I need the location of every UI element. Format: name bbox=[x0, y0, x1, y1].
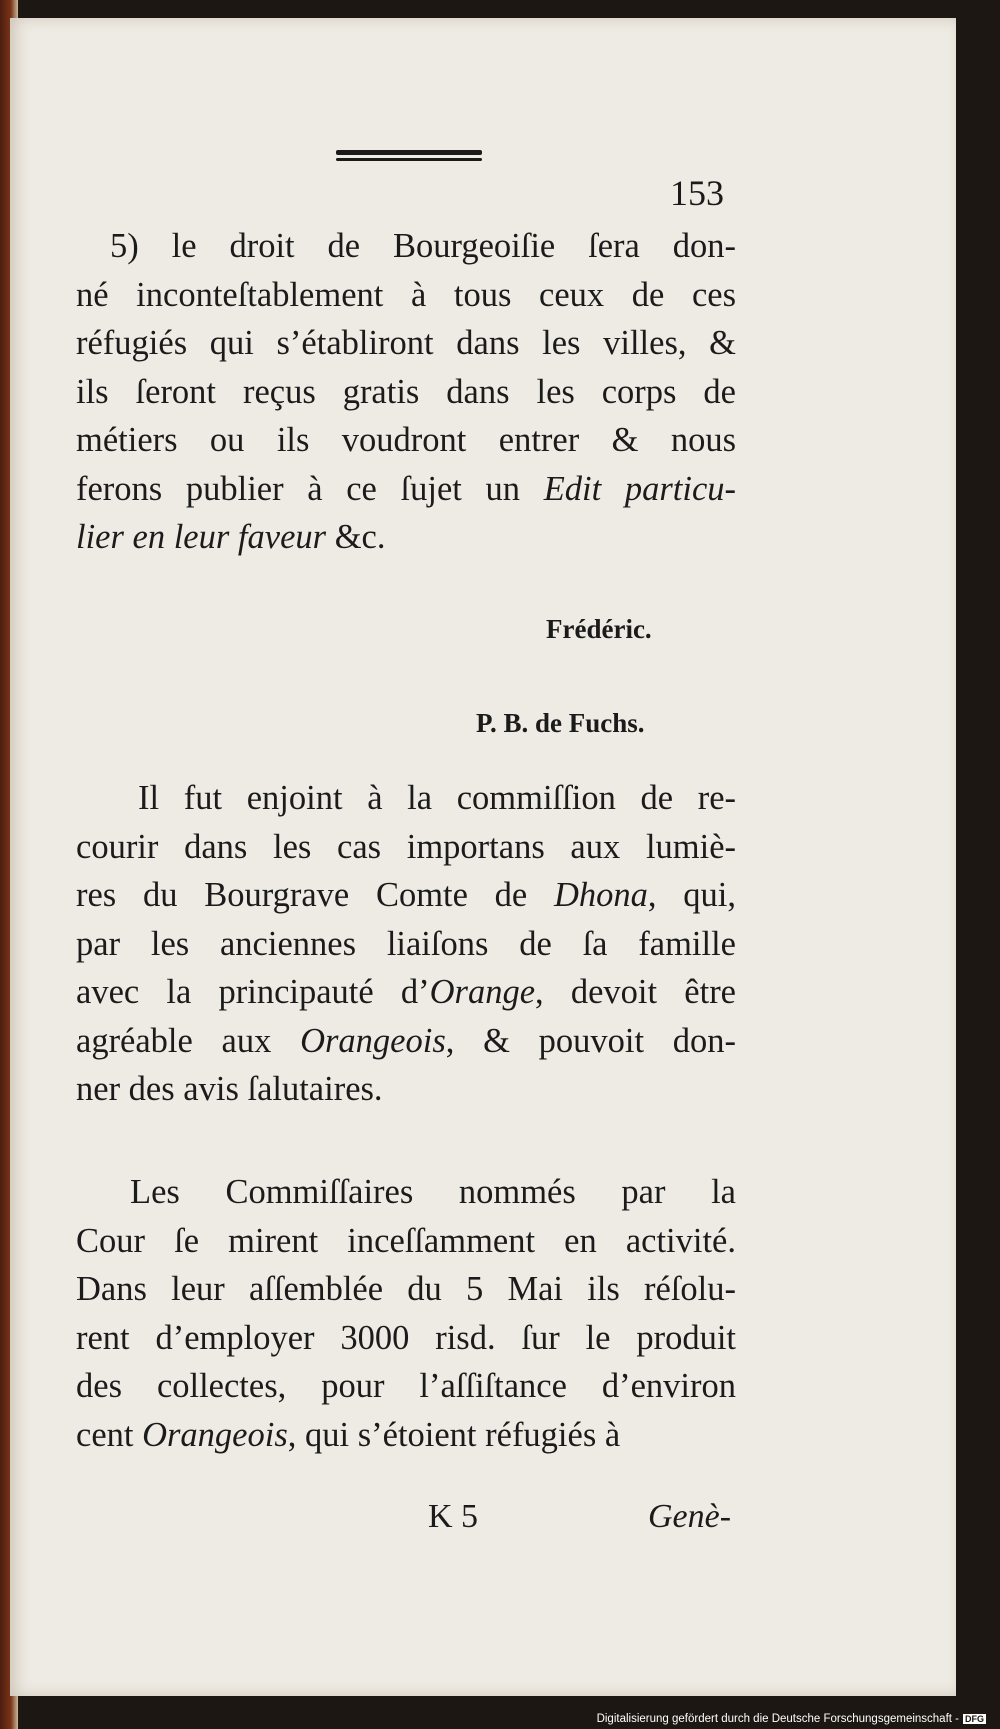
text-line: né inconteſtablement à tous ceux de ces bbox=[76, 275, 736, 314]
text-line: 5) le droit de Bourgeoiſie ſera don- bbox=[110, 227, 736, 265]
text-line: Dans leur aſſemblée du 5 Mai ils réſolu- bbox=[76, 1270, 736, 1308]
text-line: réfugiés qui s’établiront dans les villes, & bbox=[76, 324, 736, 362]
text-line: rent d’employer 3000 risd. ſur le produit bbox=[76, 1318, 736, 1357]
text-line: ferons publier à ce ſujet un Edit particu- bbox=[76, 469, 736, 508]
credit-text: Digitalisierung gefördert durch die Deutsche Forschungsgemeinschaft - bbox=[596, 1713, 959, 1725]
text-line: Cour ſe mirent inceſſamment en activité. bbox=[76, 1221, 736, 1260]
text-line: métiers ou ils voudront entrer & nous bbox=[76, 421, 736, 459]
catchword: Genè- bbox=[648, 1498, 732, 1535]
text-line: Il fut enjoint à la commiſſion de re- bbox=[138, 779, 736, 817]
signature-frederic: Frédéric. bbox=[546, 614, 652, 644]
header-rule bbox=[336, 150, 482, 170]
text-line: par les anciennes liaiſons de ſa famille bbox=[76, 924, 736, 963]
text-line: courir dans les cas importans aux lumiè- bbox=[76, 827, 736, 866]
page-number: 153 bbox=[670, 173, 724, 213]
book-page bbox=[10, 18, 956, 1696]
digitization-credit bbox=[597, 1713, 986, 1725]
text-line: ner des avis ſalutaires. bbox=[76, 1070, 383, 1108]
text-line: avec la principauté d’Orange, devoit être bbox=[76, 973, 736, 1011]
text-line: res du Bourgrave Comte de Dhona, qui, bbox=[76, 876, 736, 914]
dfg-logo: DFG bbox=[965, 1714, 984, 1724]
signature-mark: K 5 bbox=[428, 1498, 479, 1535]
text-line: lier en leur faveur &c. bbox=[76, 518, 386, 556]
text-line: ils ſeront reçus gratis dans les corps de bbox=[76, 372, 736, 411]
text-line: cent Orangeois, qui s’étoient réfugiés à bbox=[76, 1415, 621, 1454]
text-line: des collectes, pour l’aſſiſtance d’environ bbox=[76, 1367, 736, 1405]
text-line: Les Commiſſaires nommés par la bbox=[130, 1173, 736, 1211]
text-line: agréable aux Orangeois, & pouvoit don- bbox=[76, 1021, 737, 1060]
signature-fuchs: P. B. de Fuchs. bbox=[476, 708, 645, 738]
